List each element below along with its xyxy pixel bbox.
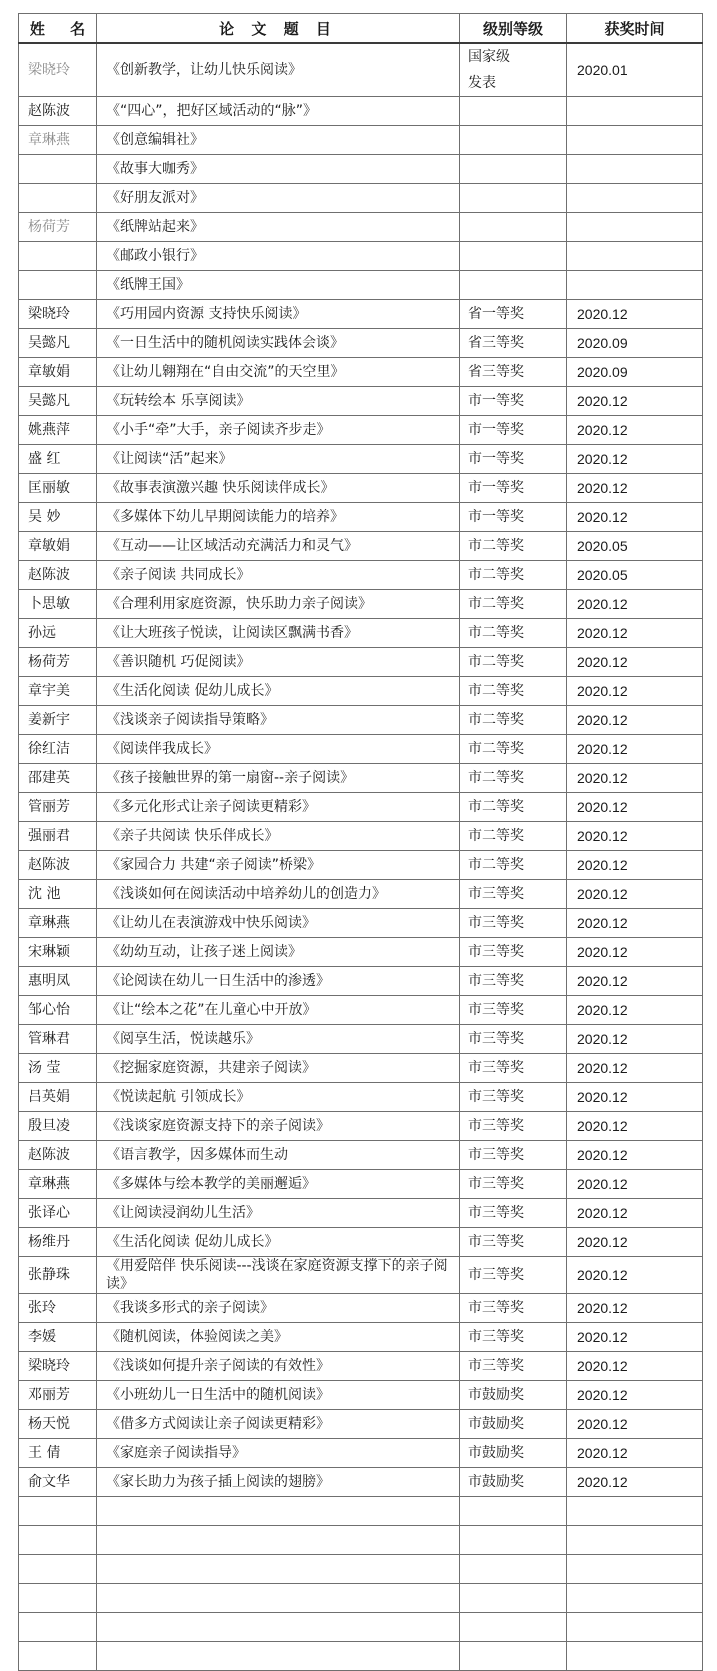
cell-title: 《家庭亲子阅读指导》 (97, 1439, 460, 1468)
cell-level: 市三等奖 (460, 1025, 567, 1054)
cell-title: 《多媒体下幼儿早期阅读能力的培养》 (97, 503, 460, 532)
cell-time: 2020.12 (567, 909, 703, 938)
cell-name (19, 155, 97, 184)
cell-time: 2020.12 (567, 648, 703, 677)
blank-cell (97, 1555, 460, 1584)
cell-title: 《互动——让区域活动充满活力和灵气》 (97, 532, 460, 561)
cell-name: 管琳君 (19, 1025, 97, 1054)
table-row (19, 1352, 703, 1381)
cell-time: 2020.12 (567, 880, 703, 909)
table-row (19, 1323, 703, 1352)
cell-time: 2020.12 (567, 1439, 703, 1468)
cell-name: 赵陈波 (19, 561, 97, 590)
cell-title: 《多媒体与绘本教学的美丽邂逅》 (97, 1170, 460, 1199)
cell-time: 2020.12 (567, 590, 703, 619)
cell-time: 2020.05 (567, 561, 703, 590)
table-row (19, 793, 703, 822)
blank-cell (567, 1584, 703, 1613)
table-row (19, 329, 703, 358)
cell-level (460, 242, 567, 271)
cell-title: 《故事表演激兴趣 快乐阅读伴成长》 (97, 474, 460, 503)
cell-time: 2020.12 (567, 967, 703, 996)
cell-level: 市二等奖 (460, 706, 567, 735)
header-name: 姓 名 (19, 14, 97, 44)
cell-title: 《家园合力 共建“亲子阅读”桥梁》 (97, 851, 460, 880)
cell-title: 《用爱陪伴 快乐阅读---浅谈在家庭资源支撑下的亲子阅读》 (97, 1257, 460, 1294)
cell-time: 2020.12 (567, 503, 703, 532)
cell-time: 2020.12 (567, 1352, 703, 1381)
cell-name: 吴懿凡 (19, 329, 97, 358)
cell-name (19, 271, 97, 300)
table-row (19, 1228, 703, 1257)
table-row (19, 358, 703, 387)
cell-title: 《故事大咖秀》 (97, 155, 460, 184)
table-row (19, 996, 703, 1025)
table-row (19, 1199, 703, 1228)
blank-cell (19, 1584, 97, 1613)
table-row (19, 1439, 703, 1468)
table-row (19, 648, 703, 677)
blank-cell (97, 1613, 460, 1642)
blank-row (19, 1497, 703, 1526)
cell-level: 市一等奖 (460, 474, 567, 503)
cell-level: 市二等奖 (460, 561, 567, 590)
cell-level: 市二等奖 (460, 822, 567, 851)
cell-time: 2020.12 (567, 1025, 703, 1054)
cell-level (460, 126, 567, 155)
cell-name: 章宇美 (19, 677, 97, 706)
cell-title: 《家长助力为孩子插上阅读的翅膀》 (97, 1468, 460, 1497)
table-row (19, 764, 703, 793)
cell-level: 市一等奖 (460, 445, 567, 474)
cell-time (567, 155, 703, 184)
table-row (19, 1083, 703, 1112)
blank-cell (567, 1497, 703, 1526)
cell-level: 市二等奖 (460, 532, 567, 561)
cell-time: 2020.12 (567, 1170, 703, 1199)
blank-cell (460, 1584, 567, 1613)
cell-time: 2020.12 (567, 474, 703, 503)
cell-name: 张静珠 (19, 1257, 97, 1294)
cell-name: 章敏娟 (19, 532, 97, 561)
table-row (19, 213, 703, 242)
cell-name: 杨维丹 (19, 1228, 97, 1257)
cell-time: 2020.12 (567, 1257, 703, 1294)
cell-title: 《合理利用家庭资源，快乐助力亲子阅读》 (97, 590, 460, 619)
cell-title: 《阅读伴我成长》 (97, 735, 460, 764)
cell-title: 《小手“牵”大手，亲子阅读齐步走》 (97, 416, 460, 445)
cell-level: 市三等奖 (460, 1257, 567, 1294)
cell-time: 2020.12 (567, 1228, 703, 1257)
cell-name: 沈 池 (19, 880, 97, 909)
cell-name: 吴 妙 (19, 503, 97, 532)
cell-level (460, 184, 567, 213)
cell-time: 2020.12 (567, 1410, 703, 1439)
cell-name (19, 242, 97, 271)
cell-title: 《浅谈家庭资源支持下的亲子阅读》 (97, 1112, 460, 1141)
cell-time (567, 213, 703, 242)
cell-level: 市二等奖 (460, 648, 567, 677)
cell-time: 2020.12 (567, 1323, 703, 1352)
cell-name: 章敏娟 (19, 358, 97, 387)
cell-time: 2020.09 (567, 329, 703, 358)
cell-name: 杨荷芳 (19, 213, 97, 242)
cell-level: 市三等奖 (460, 1228, 567, 1257)
table-row (19, 1170, 703, 1199)
cell-name: 章琳燕 (19, 909, 97, 938)
cell-name: 邵建英 (19, 764, 97, 793)
cell-name: 杨天悦 (19, 1410, 97, 1439)
cell-level: 市一等奖 (460, 416, 567, 445)
blank-cell (460, 1555, 567, 1584)
table-row (19, 416, 703, 445)
cell-time: 2020.01 (567, 43, 703, 97)
table-row (19, 619, 703, 648)
cell-title: 《语言教学，因多媒体而生动 (97, 1141, 460, 1170)
cell-time: 2020.12 (567, 619, 703, 648)
blank-cell (19, 1613, 97, 1642)
cell-name: 赵陈波 (19, 97, 97, 126)
blank-cell (19, 1526, 97, 1555)
cell-level: 市鼓励奖 (460, 1439, 567, 1468)
cell-level: 市二等奖 (460, 590, 567, 619)
cell-name: 汤 莹 (19, 1054, 97, 1083)
cell-title: 《生活化阅读 促幼儿成长》 (97, 677, 460, 706)
cell-time: 2020.12 (567, 1054, 703, 1083)
cell-title: 《让大班孩子悦读，让阅读区飘满书香》 (97, 619, 460, 648)
table-row (19, 851, 703, 880)
blank-cell (567, 1555, 703, 1584)
cell-title: 《随机阅读，体验阅读之美》 (97, 1323, 460, 1352)
cell-name: 姜新宇 (19, 706, 97, 735)
cell-level (460, 213, 567, 242)
blank-cell (19, 1642, 97, 1671)
blank-cell (97, 1642, 460, 1671)
blank-cell (567, 1526, 703, 1555)
table-row (19, 1141, 703, 1170)
cell-name: 惠明凤 (19, 967, 97, 996)
table-row (19, 706, 703, 735)
cell-level: 市一等奖 (460, 387, 567, 416)
blank-cell (97, 1526, 460, 1555)
table-row (19, 880, 703, 909)
blank-cell (19, 1497, 97, 1526)
blank-cell (460, 1613, 567, 1642)
cell-name: 赵陈波 (19, 1141, 97, 1170)
cell-name: 章琳燕 (19, 1170, 97, 1199)
cell-level: 市三等奖 (460, 1170, 567, 1199)
cell-level: 市鼓励奖 (460, 1381, 567, 1410)
cell-level: 市三等奖 (460, 938, 567, 967)
cell-name: 殷旦凌 (19, 1112, 97, 1141)
blank-row (19, 1613, 703, 1642)
cell-level: 国家级 发表 (460, 43, 567, 97)
cell-level: 市二等奖 (460, 851, 567, 880)
cell-title: 《浅谈如何提升亲子阅读的有效性》 (97, 1352, 460, 1381)
cell-title: 《让幼儿翱翔在“自由交流”的天空里》 (97, 358, 460, 387)
blank-cell (460, 1526, 567, 1555)
cell-time: 2020.12 (567, 1468, 703, 1497)
cell-title: 《创意编辑社》 (97, 126, 460, 155)
cell-time (567, 242, 703, 271)
cell-level: 市三等奖 (460, 1054, 567, 1083)
cell-time: 2020.12 (567, 387, 703, 416)
cell-level: 市二等奖 (460, 735, 567, 764)
table-row (19, 97, 703, 126)
blank-cell (460, 1497, 567, 1526)
blank-row (19, 1555, 703, 1584)
cell-title: 《巧用园内资源 支持快乐阅读》 (97, 300, 460, 329)
table-row (19, 300, 703, 329)
header-title: 论 文 题 目 (97, 14, 460, 44)
cell-time: 2020.12 (567, 793, 703, 822)
cell-level: 市二等奖 (460, 793, 567, 822)
cell-name: 章琳燕 (19, 126, 97, 155)
blank-row (19, 1584, 703, 1613)
cell-name: 吕英娟 (19, 1083, 97, 1112)
cell-name: 匡丽敏 (19, 474, 97, 503)
blank-row (19, 1642, 703, 1671)
cell-title: 《让“绘本之花”在儿童心中开放》 (97, 996, 460, 1025)
cell-time: 2020.12 (567, 938, 703, 967)
blank-cell (567, 1613, 703, 1642)
cell-name: 张译心 (19, 1199, 97, 1228)
table-row (19, 561, 703, 590)
cell-time: 2020.12 (567, 706, 703, 735)
cell-level (460, 155, 567, 184)
cell-name: 徐红洁 (19, 735, 97, 764)
cell-level (460, 271, 567, 300)
cell-time: 2020.12 (567, 1083, 703, 1112)
table-row (19, 822, 703, 851)
cell-title: 《挖掘家庭资源，共建亲子阅读》 (97, 1054, 460, 1083)
cell-level: 市三等奖 (460, 1112, 567, 1141)
table-row (19, 1381, 703, 1410)
cell-name: 邓丽芳 (19, 1381, 97, 1410)
table-row (19, 126, 703, 155)
blank-cell (460, 1642, 567, 1671)
cell-time: 2020.12 (567, 1199, 703, 1228)
cell-time: 2020.12 (567, 996, 703, 1025)
cell-title: 《阅享生活，悦读越乐》 (97, 1025, 460, 1054)
cell-level: 市一等奖 (460, 503, 567, 532)
cell-title: 《孩子接触世界的第一扇窗--亲子阅读》 (97, 764, 460, 793)
cell-title: 《好朋友派对》 (97, 184, 460, 213)
cell-title: 《纸牌站起来》 (97, 213, 460, 242)
cell-title: 《多元化形式让亲子阅读更精彩》 (97, 793, 460, 822)
cell-name: 吴懿凡 (19, 387, 97, 416)
cell-level: 市鼓励奖 (460, 1468, 567, 1497)
table-row (19, 590, 703, 619)
cell-level: 市三等奖 (460, 1141, 567, 1170)
table-row (19, 503, 703, 532)
cell-time: 2020.12 (567, 735, 703, 764)
table-body (19, 43, 703, 1671)
table-row (19, 242, 703, 271)
cell-title: 《纸牌王国》 (97, 271, 460, 300)
cell-name: 梁晓玲 (19, 43, 97, 97)
table-row (19, 1257, 703, 1294)
cell-title: 《浅谈亲子阅读指导策略》 (97, 706, 460, 735)
cell-level: 市三等奖 (460, 1083, 567, 1112)
cell-name: 李媛 (19, 1323, 97, 1352)
cell-title: 《悦读起航 引领成长》 (97, 1083, 460, 1112)
cell-title: 《邮政小银行》 (97, 242, 460, 271)
table-row (19, 43, 703, 97)
table-row (19, 677, 703, 706)
cell-title: 《让阅读“活”起来》 (97, 445, 460, 474)
cell-title: 《幼幼互动，让孩子迷上阅读》 (97, 938, 460, 967)
cell-time: 2020.12 (567, 445, 703, 474)
header-time: 获奖时间 (567, 14, 703, 44)
cell-level: 市三等奖 (460, 1352, 567, 1381)
table-row (19, 1112, 703, 1141)
cell-name: 梁晓玲 (19, 300, 97, 329)
blank-cell (19, 1555, 97, 1584)
table-row (19, 184, 703, 213)
cell-title: 《善识随机 巧促阅读》 (97, 648, 460, 677)
cell-time: 2020.12 (567, 300, 703, 329)
cell-level: 市三等奖 (460, 1294, 567, 1323)
cell-title: 《“四心”，把好区域活动的“脉”》 (97, 97, 460, 126)
table-row (19, 155, 703, 184)
blank-cell (97, 1497, 460, 1526)
cell-level (460, 97, 567, 126)
cell-time: 2020.12 (567, 1381, 703, 1410)
blank-cell (567, 1642, 703, 1671)
table-row (19, 1468, 703, 1497)
cell-name: 王 倩 (19, 1439, 97, 1468)
cell-name: 俞文华 (19, 1468, 97, 1497)
table-row (19, 387, 703, 416)
cell-time: 2020.12 (567, 764, 703, 793)
cell-title: 《一日生活中的随机阅读实践体会谈》 (97, 329, 460, 358)
cell-time (567, 184, 703, 213)
table-row (19, 1054, 703, 1083)
cell-time: 2020.12 (567, 1141, 703, 1170)
cell-name: 管丽芳 (19, 793, 97, 822)
cell-name: 梁晓玲 (19, 1352, 97, 1381)
cell-name: 杨荷芳 (19, 648, 97, 677)
table-row (19, 735, 703, 764)
cell-level: 市三等奖 (460, 967, 567, 996)
cell-level: 市三等奖 (460, 880, 567, 909)
table-row (19, 938, 703, 967)
cell-level: 省三等奖 (460, 329, 567, 358)
cell-time: 2020.09 (567, 358, 703, 387)
table-row (19, 445, 703, 474)
cell-time (567, 126, 703, 155)
cell-title: 《论阅读在幼儿一日生活中的渗透》 (97, 967, 460, 996)
cell-title: 《让幼儿在表演游戏中快乐阅读》 (97, 909, 460, 938)
cell-name (19, 184, 97, 213)
cell-time: 2020.12 (567, 1294, 703, 1323)
cell-level: 省三等奖 (460, 358, 567, 387)
table-row (19, 1025, 703, 1054)
table-row (19, 909, 703, 938)
table-row (19, 1294, 703, 1323)
cell-title: 《借多方式阅读让亲子阅读更精彩》 (97, 1410, 460, 1439)
cell-name: 张玲 (19, 1294, 97, 1323)
cell-level: 市二等奖 (460, 677, 567, 706)
cell-name: 强丽君 (19, 822, 97, 851)
cell-time: 2020.12 (567, 851, 703, 880)
cell-name: 姚燕萍 (19, 416, 97, 445)
cell-name: 卜思敏 (19, 590, 97, 619)
table-row (19, 967, 703, 996)
cell-name: 宋琳颖 (19, 938, 97, 967)
cell-title: 《我谈多形式的亲子阅读》 (97, 1294, 460, 1323)
table-row (19, 532, 703, 561)
cell-name: 赵陈波 (19, 851, 97, 880)
cell-name: 邹心怡 (19, 996, 97, 1025)
table-row (19, 1410, 703, 1439)
table-row (19, 271, 703, 300)
blank-row (19, 1526, 703, 1555)
cell-level: 省一等奖 (460, 300, 567, 329)
cell-title: 《浅谈如何在阅读活动中培养幼儿的创造力》 (97, 880, 460, 909)
cell-level: 市鼓励奖 (460, 1410, 567, 1439)
cell-title: 《玩转绘本 乐享阅读》 (97, 387, 460, 416)
cell-title: 《亲子阅读 共同成长》 (97, 561, 460, 590)
header-row (19, 14, 703, 44)
blank-cell (97, 1584, 460, 1613)
cell-name: 盛 红 (19, 445, 97, 474)
cell-time: 2020.05 (567, 532, 703, 561)
cell-level: 市三等奖 (460, 1323, 567, 1352)
cell-title: 《让阅读浸润幼儿生活》 (97, 1199, 460, 1228)
cell-title: 《创新教学，让幼儿快乐阅读》 (97, 43, 460, 97)
cell-level: 市三等奖 (460, 909, 567, 938)
cell-time: 2020.12 (567, 1112, 703, 1141)
table-row (19, 474, 703, 503)
cell-level: 市三等奖 (460, 1199, 567, 1228)
cell-time (567, 271, 703, 300)
cell-level: 市三等奖 (460, 996, 567, 1025)
cell-level: 市二等奖 (460, 619, 567, 648)
cell-time (567, 97, 703, 126)
cell-title: 《小班幼儿一日生活中的随机阅读》 (97, 1381, 460, 1410)
header-level: 级别等级 (460, 14, 567, 44)
cell-time: 2020.12 (567, 416, 703, 445)
cell-title: 《亲子共阅读 快乐伴成长》 (97, 822, 460, 851)
cell-name: 孙远 (19, 619, 97, 648)
cell-title: 《生活化阅读 促幼儿成长》 (97, 1228, 460, 1257)
award-table (18, 13, 703, 1671)
cell-level: 市二等奖 (460, 764, 567, 793)
cell-time: 2020.12 (567, 677, 703, 706)
cell-time: 2020.12 (567, 822, 703, 851)
